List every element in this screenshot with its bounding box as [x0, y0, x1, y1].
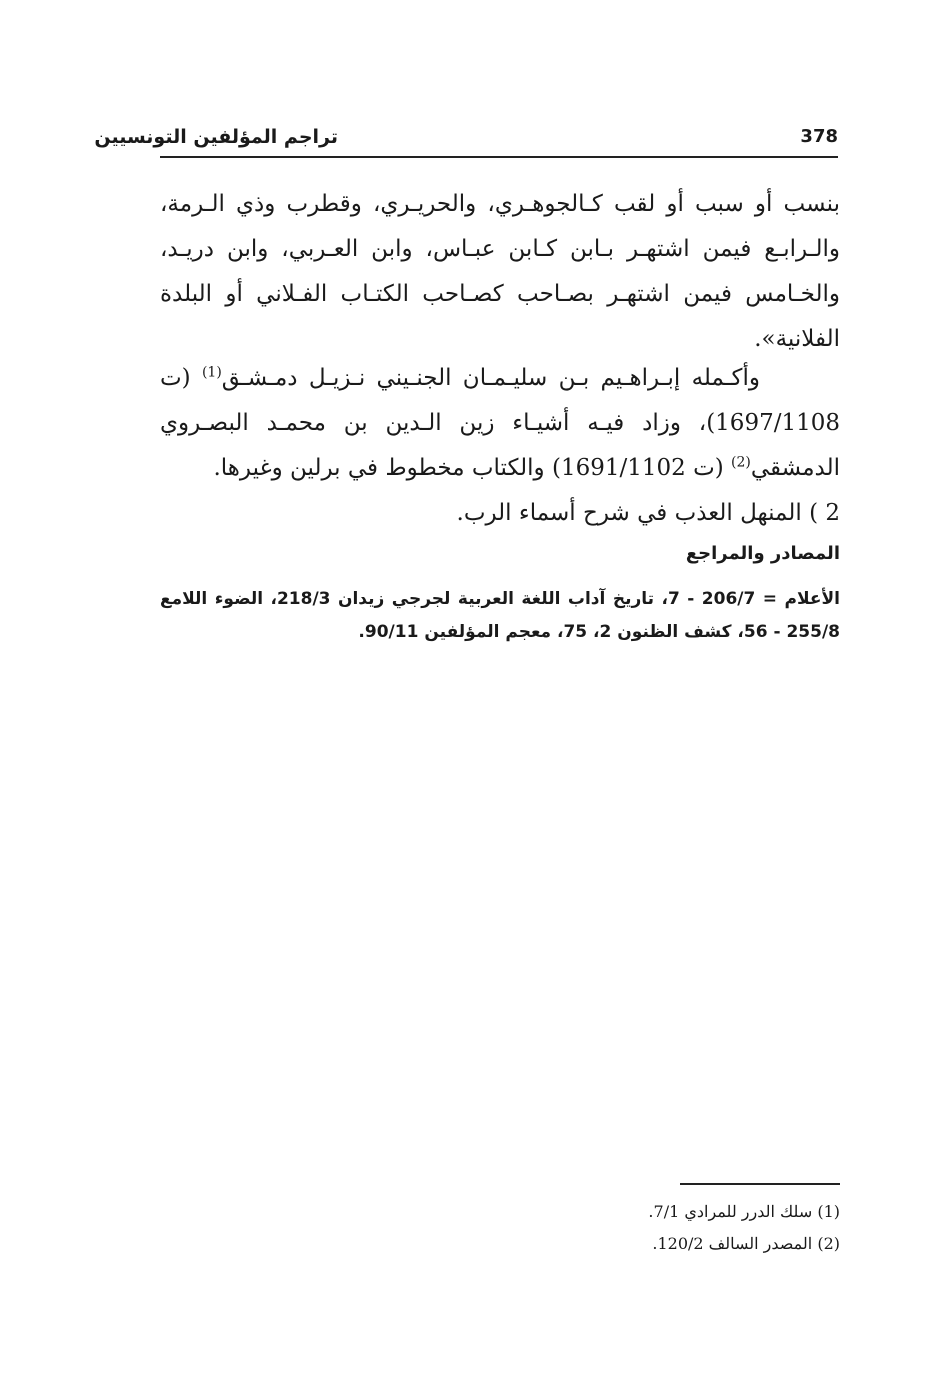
footnote-2: (2) المصدر السالف 120/2. — [652, 1234, 840, 1253]
footnote-divider — [680, 1183, 840, 1185]
body-paragraph-1: بنسب أو سبب أو لقب كـالجوهـري، والحريـري، وقطرب وذي الـرمة، والـرابـع فيمن اشتهـر بـابن كـابن عبـاس، وابن العـربي، وابن دريـد، والخـامس فيمن اشتهـر بصـاحب كصـاحب الكتـاب الفـلاني أو البلدة الفلانية». — [160, 191, 840, 352]
paragraph-2-text-b: (ت 1697/1108)، وزاد فيـه أشيـاء زين الـدين بن محمـد البصـروي الدمشقي — [160, 365, 840, 481]
page-number: 378 — [800, 126, 838, 147]
footnotes — [500, 1196, 840, 1260]
sources-heading: المصادر والمراجع — [685, 543, 840, 564]
paragraph-2-text-c: (ت 1691/1102) والكتاب مخطوط في برلين وغيرها. — [213, 455, 732, 481]
list-item-2: 2 ) المنهل العذب في شرح أسماء الرب. — [456, 500, 840, 526]
footnote-reference-2: (2) — [731, 454, 751, 471]
running-header-title: تراجم المؤلفين التونسيين — [94, 126, 338, 148]
sources-text: الأعلام = 206/7 - 7، تاريخ آداب اللغة العربية لجرجي زيدان 218/3، الضوء اللامع 255/8 - 56، كشف الظنون 2، 75، معجم المؤلفين 90/11. — [160, 589, 840, 642]
footnote-reference-1: (1) — [201, 364, 222, 381]
body-paragraph-2 — [160, 356, 840, 491]
paragraph-2-text-a: وأكـمله إبـراهـيم بـن سليـمـان الجنـيني نـزيـل دمـشـق — [221, 365, 761, 391]
footnote-1: (1) سلك الدرر للمرادي 7/1. — [648, 1202, 840, 1221]
running-header — [94, 126, 838, 158]
